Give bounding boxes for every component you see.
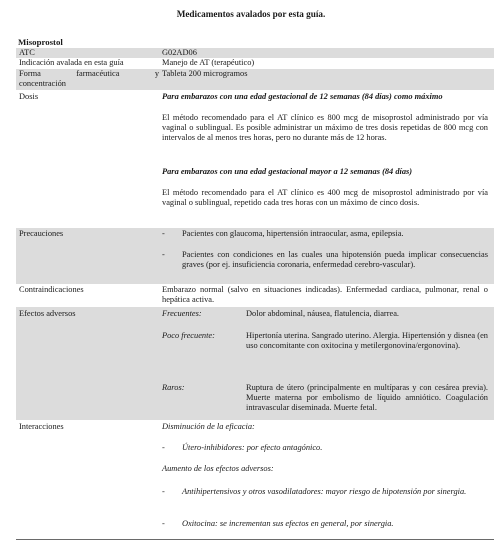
interacciones-heading-2: Aumento de los efectos adversos: bbox=[162, 464, 274, 473]
interacciones-bullet-1: - bbox=[162, 443, 165, 452]
row-indicacion bbox=[16, 58, 494, 69]
interacciones-item-2: Antihipertensivos y otros vasodilatadores: mayor riesgo de hipotensión por sinergia. bbox=[182, 487, 467, 496]
row-interacciones bbox=[16, 422, 494, 540]
table-bottom-rule bbox=[16, 539, 494, 540]
page-title: Medicamentos avalados por esta guía. bbox=[176, 9, 326, 19]
precauciones-bullet-1: - bbox=[162, 229, 165, 238]
atc-label: ATC bbox=[19, 48, 35, 57]
forma-value: Tableta 200 microgramos bbox=[162, 69, 248, 78]
atc-value: G02AD06 bbox=[162, 48, 197, 57]
precauciones-item-2: Pacientes con condiciones en las cuales una hipotensión pueda implicar consecuencias graves (por ej. insuficiencia coronaria, enfermedad cerebro-vascular). bbox=[182, 250, 488, 269]
row-efectos bbox=[16, 307, 494, 420]
interacciones-item-3: Oxitocina: se incrementan sus efectos en general, por sinergia. bbox=[182, 519, 394, 528]
precauciones-label: Precauciones bbox=[19, 229, 64, 238]
precauciones-item-1: Pacientes con glaucoma, hipertensión intraocular, asma, epilepsia. bbox=[182, 229, 404, 238]
forma-label-w2: farmacéutica bbox=[76, 69, 120, 78]
forma-label bbox=[19, 69, 159, 79]
dosis-heading-2: Para embarazos con una edad gestacional mayor a 12 semanas (84 días) bbox=[162, 167, 413, 176]
efectos-label: Efectos adversos bbox=[19, 309, 76, 318]
contraindicaciones-label: Contraindicaciones bbox=[19, 285, 84, 294]
row-atc bbox=[16, 48, 494, 58]
interacciones-heading-1: Disminución de la eficacia: bbox=[162, 422, 255, 431]
drug-name: Misoprostol bbox=[18, 37, 63, 47]
raros-value: Ruptura de útero (principalmente en multíparas y con cesárea previa). Muerte materna por embolismo de líquido amniótico. Coagulación intravascular diseminada. Muerte fetal. bbox=[246, 383, 488, 412]
row-precauciones bbox=[16, 228, 494, 284]
dosis-text-2: El método recomendado para el AT clínico es 400 mcg de misoprostol administrado por vía vaginal o sublingual, repetido cada tres horas con un máximo de cinco dosis. bbox=[162, 188, 488, 207]
indicacion-value: Manejo de AT (terapéutico) bbox=[162, 58, 255, 67]
precauciones-bullet-2: - bbox=[162, 250, 165, 259]
dosis-heading-1: Para embarazos con una edad gestacional de 12 semanas (84 días) como máximo bbox=[162, 92, 443, 101]
forma-label-w3: y bbox=[154, 69, 159, 78]
dosis-text-1: El método recomendado para el AT clínico es 800 mcg de misoprostol administrado por vía vaginal o sublingual. Es posible administrar un máximo de tres dosis repetidas de 800 mcg con intervalos de al menos tres horas, pero no durante más de 12 horas. bbox=[162, 113, 488, 142]
poco-frecuente-label: Poco frecuente: bbox=[162, 331, 215, 340]
contraindicaciones-value: Embarazo normal (salvo en situaciones indicadas). Enfermedad cardiaca, pulmonar, renal o hepática activa. bbox=[162, 285, 488, 304]
interacciones-label: Interacciones bbox=[19, 422, 64, 431]
poco-frecuente-value: Hipertonía uterina. Sangrado uterino. Alergia. Hipertensión y disnea (en uso concomitante con oxitocina y metilergonovina/ergonovina). bbox=[246, 331, 488, 350]
indicacion-label: Indicación avalada en esta guía bbox=[19, 58, 124, 67]
row-forma bbox=[16, 69, 494, 90]
raros-label: Raros: bbox=[162, 383, 185, 392]
interacciones-bullet-3: - bbox=[162, 519, 165, 528]
row-contraindicaciones bbox=[16, 285, 494, 307]
interacciones-item-1: Útero-inhibidores: por efecto antagónico. bbox=[182, 443, 323, 452]
forma-label-line2: concentración bbox=[19, 79, 66, 88]
frecuentes-label: Frecuentes: bbox=[162, 309, 202, 318]
forma-label-w1: Forma bbox=[19, 69, 41, 78]
frecuentes-value: Dolor abdominal, náusea, flatulencia, diarrea. bbox=[246, 309, 400, 318]
dosis-label: Dosis bbox=[19, 92, 39, 101]
interacciones-bullet-2: - bbox=[162, 487, 165, 496]
